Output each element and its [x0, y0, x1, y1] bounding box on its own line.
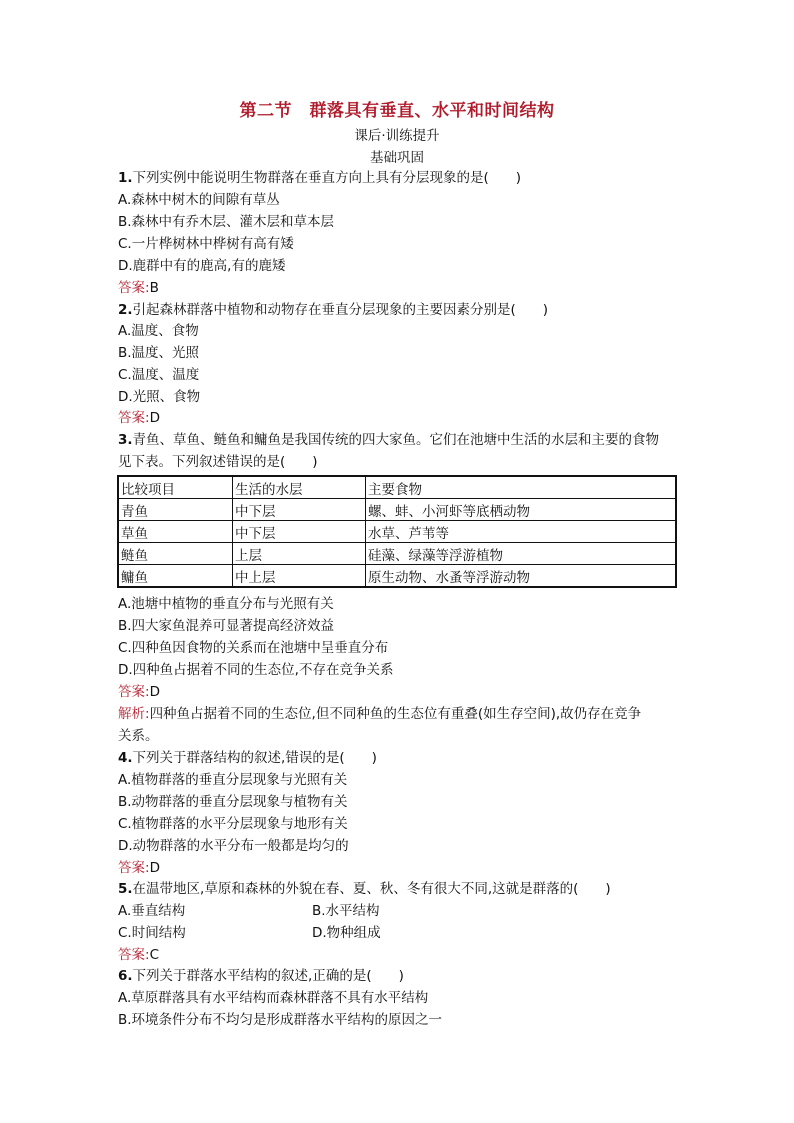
table-cell: 上层 [233, 543, 366, 565]
table-cell: 螺、蚌、小河虾等底栖动物 [366, 499, 677, 521]
table-header-row [118, 476, 676, 499]
option: A.草原群落具有水平结构而森林群落不具有水平结构 [118, 990, 429, 1006]
page-title: 第二节 群落具有垂直、水平和时间结构 [239, 101, 555, 121]
answer-line [118, 859, 160, 877]
answer-line [118, 279, 159, 297]
answer-value: C [149, 947, 159, 963]
question-text: 下列实例中能说明生物群落在垂直方向上具有分层现象的是( ) [132, 170, 522, 186]
question-number: 6. [118, 968, 133, 984]
table-row [118, 521, 676, 543]
option: D.鹿群中有的鹿高,有的鹿矮 [118, 258, 286, 274]
option: B.森林中有乔木层、灌木层和草本层 [118, 214, 335, 230]
question-text: 下列关于群落水平结构的叙述,正确的是( ) [132, 968, 404, 984]
section-subtitle: 课后·训练提升 [354, 128, 440, 144]
table-cell: 硅藻、绿藻等浮游植物 [366, 543, 677, 565]
question-stem [118, 749, 377, 767]
answer-line [118, 946, 159, 964]
table-header-cell: 主要食物 [366, 476, 677, 499]
table-cell: 中下层 [233, 499, 366, 521]
option: B.四大家鱼混养可显著提高经济效益 [118, 618, 335, 634]
table-cell: 青鱼 [118, 499, 233, 521]
table-cell: 草鱼 [118, 521, 233, 543]
option: C.温度、温度 [118, 367, 200, 383]
answer-label: 答案: [118, 280, 150, 296]
answer-line [118, 683, 160, 701]
analysis-label: 解析: [118, 706, 150, 722]
analysis-text-continued: 关系。 [118, 728, 159, 744]
option: B.动物群落的垂直分层现象与植物有关 [118, 794, 348, 810]
table-cell: 中下层 [233, 521, 366, 543]
option: B.水平结构 [312, 903, 380, 919]
table-row [118, 499, 676, 521]
analysis-text: 四种鱼占据着不同的生态位,但不同种鱼的生态位有重叠(如生存空间),故仍存在竞争 [149, 706, 642, 722]
answer-value: B [149, 280, 159, 296]
option: D.四种鱼占据着不同的生态位,不存在竞争关系 [118, 662, 394, 678]
question-text-continued: 见下表。下列叙述错误的是( ) [118, 454, 318, 470]
question-number: 2. [118, 302, 133, 318]
table-header-cell: 生活的水层 [233, 476, 366, 499]
question-number: 4. [118, 750, 133, 766]
option: D.物种组成 [312, 925, 381, 941]
option: B.环境条件分布不均匀是形成群落水平结构的原因之一 [118, 1012, 443, 1028]
option: D.光照、食物 [118, 389, 201, 405]
table-row [118, 543, 676, 565]
answer-line [118, 409, 160, 427]
table-cell: 中上层 [233, 565, 366, 588]
option: C.四种鱼因食物的关系而在池塘中呈垂直分布 [118, 640, 389, 656]
answer-label: 答案: [118, 410, 150, 426]
question-stem [118, 967, 404, 985]
option: A.垂直结构 [118, 903, 186, 919]
option: C.一片桦树林中桦树有高有矮 [118, 236, 294, 252]
option: A.温度、食物 [118, 323, 199, 339]
table-cell: 鲢鱼 [118, 543, 233, 565]
section-subtitle: 基础巩固 [370, 150, 424, 166]
answer-value: D [149, 410, 160, 426]
option: B.温度、光照 [118, 345, 200, 361]
question-number: 5. [118, 881, 133, 897]
option: A.植物群落的垂直分层现象与光照有关 [118, 772, 348, 788]
table-row [118, 565, 676, 588]
answer-value: D [149, 684, 160, 700]
answer-value: D [149, 860, 160, 876]
question-number: 3. [118, 432, 133, 448]
question-text: 引起森林群落中植物和动物存在垂直分层现象的主要因素分别是( ) [132, 302, 549, 318]
option: A.池塘中植物的垂直分布与光照有关 [118, 596, 334, 612]
option: D.动物群落的水平分布一般都是均匀的 [118, 838, 349, 854]
question-text: 在温带地区,草原和森林的外貌在春、夏、秋、冬有很大不同,这就是群落的( ) [132, 881, 611, 897]
fish-table [117, 475, 677, 588]
question-text: 青鱼、草鱼、鲢鱼和鳙鱼是我国传统的四大家鱼。它们在池塘中生活的水层和主要的食物 [132, 432, 660, 448]
table-header-cell: 比较项目 [118, 476, 233, 499]
option: C.植物群落的水平分层现象与地形有关 [118, 816, 348, 832]
table-cell: 鳙鱼 [118, 565, 233, 588]
answer-label: 答案: [118, 947, 150, 963]
question-stem [118, 301, 548, 319]
answer-label: 答案: [118, 860, 150, 876]
table-cell: 水草、芦苇等 [366, 521, 677, 543]
option: C.时间结构 [118, 925, 186, 941]
question-text: 下列关于群落结构的叙述,错误的是( ) [132, 750, 377, 766]
analysis-line [118, 705, 641, 723]
table-cell: 原生动物、水蚤等浮游动物 [366, 565, 677, 588]
question-stem [118, 169, 521, 187]
question-stem [118, 431, 659, 449]
answer-label: 答案: [118, 684, 150, 700]
question-number: 1. [118, 170, 133, 186]
option: A.森林中树木的间隙有草丛 [118, 192, 280, 208]
question-stem [118, 880, 611, 898]
